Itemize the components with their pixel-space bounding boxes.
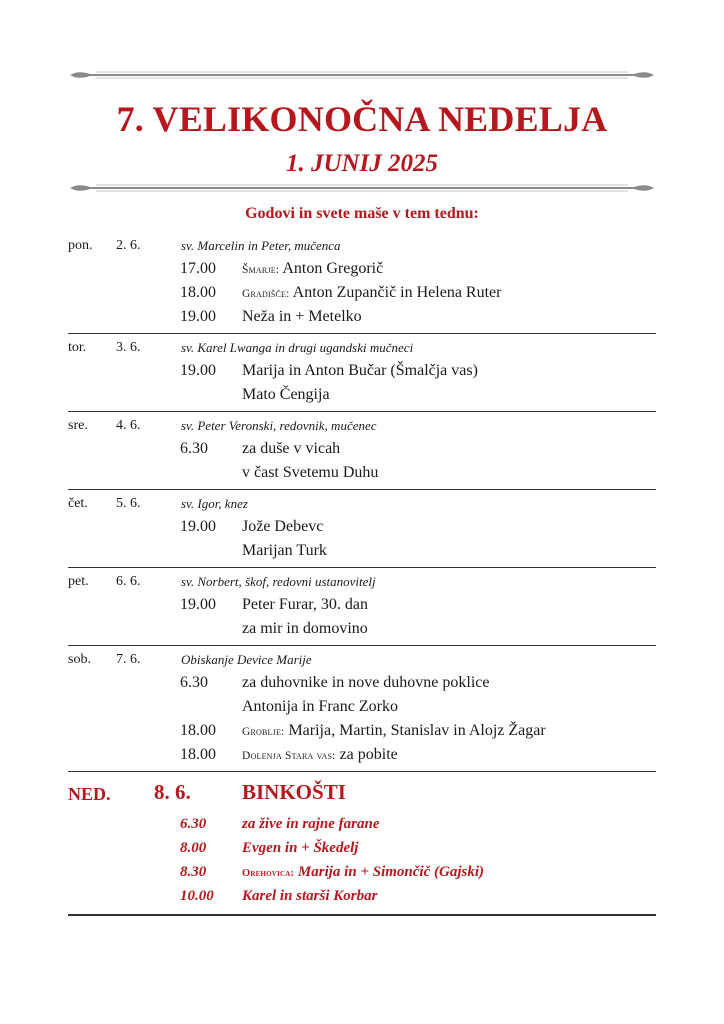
day-name: pet.	[68, 574, 89, 589]
mass-intention	[242, 386, 330, 404]
block-spacer	[68, 328, 656, 333]
mass-intention	[242, 284, 501, 302]
mass-location: Groblje:	[242, 726, 285, 738]
feast-name: sv. Peter Veronski, redovnik, mučenec	[181, 418, 377, 433]
day-name: NED.	[68, 784, 111, 804]
mass-intention	[242, 722, 546, 740]
page-title: 7. VELIKONOČNA NEDELJA	[116, 99, 608, 139]
mass-time: 6.30	[180, 674, 208, 691]
mass-row	[68, 382, 656, 406]
top-ornament-rule	[68, 68, 656, 82]
day-name: tor.	[68, 340, 87, 355]
mass-intention-text: za duhovnike in nove duhovne poklice	[242, 674, 490, 691]
mass-row	[68, 256, 656, 280]
mass-time: 19.00	[180, 308, 216, 325]
mass-row	[68, 436, 656, 460]
mass-time: 19.00	[180, 596, 216, 613]
block-spacer	[68, 406, 656, 411]
mass-intention	[242, 362, 478, 380]
mass-intention	[242, 698, 398, 716]
mass-intention	[242, 596, 368, 614]
mass-time: 19.00	[180, 518, 216, 535]
mass-time: 6.30	[180, 440, 208, 457]
mass-intention-text: Evgen in + Škedelj	[242, 840, 359, 856]
mass-row	[68, 358, 656, 382]
day-block	[68, 232, 656, 334]
mass-intention	[242, 518, 323, 536]
block-spacer	[68, 562, 656, 567]
day-block	[68, 646, 656, 772]
mass-intention	[242, 840, 358, 857]
block-spacer	[68, 484, 656, 489]
mass-row	[68, 836, 656, 860]
day-header	[68, 232, 656, 256]
day-name: čet.	[68, 496, 88, 511]
day-name: pon.	[68, 238, 93, 253]
mass-intention	[242, 542, 327, 560]
block-spacer	[68, 908, 656, 914]
mass-intention	[242, 746, 398, 764]
mass-intention-text: Marijan Turk	[242, 542, 327, 559]
day-date: 3. 6.	[116, 340, 141, 355]
mass-row	[68, 514, 656, 538]
mass-intention-text: Mato Čengija	[242, 386, 330, 403]
mass-intention-text: Jože Debevc	[242, 518, 324, 535]
day-date: 2. 6.	[116, 238, 141, 253]
day-header	[68, 334, 656, 358]
mass-row	[68, 616, 656, 640]
day-block	[68, 490, 656, 568]
mass-intention	[242, 440, 340, 458]
mass-location: Dolenja Stara vas:	[242, 750, 336, 762]
day-header	[68, 646, 656, 670]
mass-row	[68, 718, 656, 742]
day-header	[68, 412, 656, 436]
feast-name: sv. Karel Lwanga in drugi ugandski mučneci	[181, 340, 414, 355]
mass-intention-text: v čast Svetemu Duhu	[242, 464, 379, 481]
feast-name: sv. Igor, knez	[181, 496, 248, 511]
mass-intention	[242, 816, 380, 833]
mass-row	[68, 884, 656, 908]
feast-name: sv. Marcelin in Peter, mučenca	[181, 238, 341, 253]
day-name: sob.	[68, 652, 91, 667]
mass-time: 6.30	[180, 816, 207, 832]
weekly-schedule	[68, 232, 656, 916]
day-name: sre.	[68, 418, 88, 433]
day-block	[68, 334, 656, 412]
bottom-ornament-rule	[68, 181, 656, 195]
day-date: 7. 6.	[116, 652, 141, 667]
mass-intention-text: za pobite	[339, 746, 398, 763]
mass-intention-text: Karel in starši Korbar	[242, 888, 378, 904]
mass-time: 8.30	[180, 864, 207, 880]
mass-intention-text: Anton Zupančič in Helena Ruter	[292, 284, 502, 301]
mass-time: 17.00	[180, 260, 216, 277]
mass-intention-text: za žive in rajne farane	[242, 816, 380, 832]
mass-intention	[242, 260, 383, 278]
mass-time: 18.00	[180, 722, 216, 739]
day-header	[68, 568, 656, 592]
schedule-heading: Godovi in svete maše v tem tednu:	[245, 205, 479, 222]
block-spacer	[68, 640, 656, 645]
day-date: 4. 6.	[116, 418, 141, 433]
mass-row	[68, 670, 656, 694]
day-header	[68, 772, 656, 812]
mass-time: 18.00	[180, 746, 216, 763]
mass-row	[68, 460, 656, 484]
day-date: 8. 6.	[154, 780, 191, 804]
mass-row	[68, 280, 656, 304]
page-date: 1. JUNIJ 2025	[285, 150, 439, 177]
mass-time: 19.00	[180, 362, 216, 379]
mass-location: Gradišče:	[242, 288, 290, 300]
block-spacer	[68, 766, 656, 771]
mass-row	[68, 304, 656, 328]
mass-intention-text: Peter Furar, 30. dan	[242, 596, 368, 613]
mass-intention	[242, 464, 378, 482]
mass-time: 10.00	[180, 888, 214, 904]
mass-intention	[242, 888, 377, 905]
mass-location: Šmarje:	[242, 264, 280, 276]
mass-intention	[242, 308, 362, 326]
day-block	[68, 568, 656, 646]
mass-intention-text: za mir in domovino	[242, 620, 368, 637]
mass-time: 18.00	[180, 284, 216, 301]
mass-location: Orehovica:	[242, 868, 295, 879]
mass-row	[68, 860, 656, 884]
mass-row	[68, 592, 656, 616]
mass-row	[68, 742, 656, 766]
mass-intention	[242, 674, 490, 692]
mass-row	[68, 694, 656, 718]
day-date: 6. 6.	[116, 574, 141, 589]
mass-intention	[242, 864, 484, 881]
mass-intention-text: Marija in Anton Bučar (Šmalčja vas)	[242, 362, 478, 379]
day-date: 5. 6.	[116, 496, 141, 511]
mass-row	[68, 538, 656, 562]
mass-intention-text: Marija in + Simončič (Gajski)	[297, 864, 484, 880]
day-header	[68, 490, 656, 514]
mass-time: 8.00	[180, 840, 207, 856]
mass-intention-text: Neža in + Metelko	[242, 308, 362, 325]
mass-intention-text: Marija, Martin, Stanislav in Alojz Žagar	[288, 722, 546, 739]
mass-row	[68, 812, 656, 836]
mass-intention-text: Anton Gregorič	[282, 260, 384, 277]
feast-name: sv. Norbert, škof, redovni ustanovitelj	[181, 574, 376, 589]
mass-intention-text: Antonija in Franc Zorko	[242, 698, 398, 715]
mass-intention-text: za duše v vicah	[242, 440, 341, 457]
mass-intention	[242, 620, 368, 638]
feast-title: BINKOŠTI	[242, 780, 346, 804]
day-block	[68, 412, 656, 490]
feast-name: Obiskanje Device Marije	[181, 652, 312, 667]
sunday-block	[68, 772, 656, 916]
